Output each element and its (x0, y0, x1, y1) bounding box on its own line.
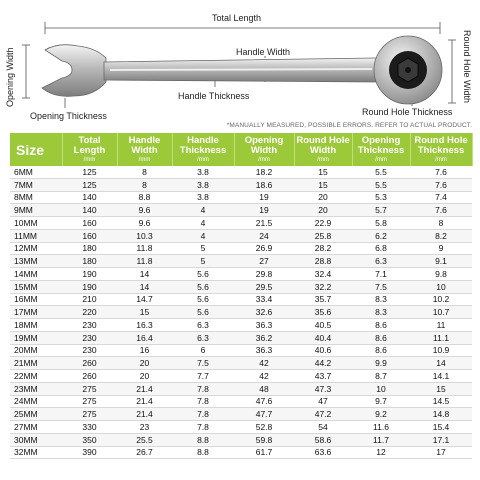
value-cell: 4 (172, 217, 234, 230)
value-cell: 35.6 (294, 306, 352, 319)
table-row (10, 357, 472, 370)
value-cell: 21.4 (117, 395, 172, 408)
value-cell: 42 (234, 370, 294, 383)
table-row (10, 344, 472, 357)
table-row (10, 204, 472, 217)
value-cell: 390 (62, 446, 117, 459)
table-row (10, 268, 472, 281)
spec-table (10, 133, 473, 459)
value-cell: 27 (234, 255, 294, 268)
size-cell: 20MM (10, 344, 62, 357)
value-cell: 19 (234, 191, 294, 204)
header-label: Round Hole Thickness (414, 135, 468, 156)
value-cell: 10.9 (410, 344, 472, 357)
value-cell: 9.8 (410, 268, 472, 281)
value-cell: 10 (352, 382, 410, 395)
size-cell: 18MM (10, 319, 62, 332)
value-cell: 15.4 (410, 421, 472, 434)
round-hole-width-label: Round Hole Width (462, 30, 472, 104)
value-cell: 220 (62, 306, 117, 319)
value-cell: 4 (172, 204, 234, 217)
value-cell: 18.6 (234, 178, 294, 191)
value-cell: 180 (62, 255, 117, 268)
size-cell: 22MM (10, 370, 62, 383)
value-cell: 15 (117, 306, 172, 319)
header-label: Size (16, 142, 45, 158)
value-cell: 5.6 (172, 268, 234, 281)
value-cell: 7.8 (172, 408, 234, 421)
table-row (10, 242, 472, 255)
value-cell: 8.3 (352, 306, 410, 319)
value-cell: 140 (62, 204, 117, 217)
total-length-label: Total Length (212, 13, 262, 23)
value-cell: 44.2 (294, 357, 352, 370)
value-cell: 7.5 (352, 280, 410, 293)
value-cell: 21.4 (117, 408, 172, 421)
size-cell: 6MM (10, 166, 62, 178)
size-cell: 8MM (10, 191, 62, 204)
value-cell: 5 (172, 242, 234, 255)
value-cell: 10 (410, 280, 472, 293)
size-cell: 9MM (10, 204, 62, 217)
value-cell: 12 (352, 446, 410, 459)
value-cell: 28.8 (294, 255, 352, 268)
value-cell: 9.6 (117, 204, 172, 217)
header-unit: /mm (138, 157, 151, 163)
value-cell: 7.1 (352, 268, 410, 281)
header-unit: /mm (317, 157, 329, 163)
value-cell: 7.5 (172, 357, 234, 370)
header-label: Handle Width (128, 135, 161, 156)
value-cell: 7.8 (172, 395, 234, 408)
value-cell: 47.2 (294, 408, 352, 421)
value-cell: 54 (294, 421, 352, 434)
header-label: Round Hole Width (296, 135, 350, 156)
header-unit: /mm (375, 157, 387, 163)
value-cell: 11.8 (117, 242, 172, 255)
value-cell: 4 (172, 229, 234, 242)
value-cell: 40.5 (294, 319, 352, 332)
value-cell: 8.2 (410, 229, 472, 242)
value-cell: 35.7 (294, 293, 352, 306)
header-total-length (62, 133, 117, 166)
header-unit: /mm (435, 157, 447, 163)
opening-width-label: Opening Width (5, 47, 15, 107)
table-row (10, 229, 472, 242)
value-cell: 3.8 (172, 178, 234, 191)
table-row (10, 433, 472, 446)
value-cell: 36.2 (234, 331, 294, 344)
value-cell: 47.7 (234, 408, 294, 421)
value-cell: 5.7 (352, 204, 410, 217)
value-cell: 7.8 (172, 421, 234, 434)
value-cell: 8 (410, 217, 472, 230)
header-unit: /mm (258, 157, 270, 163)
value-cell: 5 (172, 255, 234, 268)
value-cell: 18.2 (234, 166, 294, 178)
value-cell: 8 (117, 178, 172, 191)
table-row (10, 191, 472, 204)
table-row (10, 370, 472, 383)
value-cell: 10.3 (117, 229, 172, 242)
value-cell: 9.1 (410, 255, 472, 268)
value-cell: 5.6 (172, 280, 234, 293)
value-cell: 9.9 (352, 357, 410, 370)
opening-thickness-label: Opening Thickness (30, 111, 107, 121)
header-handle-thickness (172, 133, 234, 166)
table-row (10, 166, 472, 178)
value-cell: 36.3 (234, 344, 294, 357)
header-label: Handle Thickness (179, 135, 227, 156)
table-row (10, 306, 472, 319)
value-cell: 40.4 (294, 331, 352, 344)
value-cell: 16 (117, 344, 172, 357)
table-row (10, 421, 472, 434)
value-cell: 14 (410, 357, 472, 370)
table-row (10, 446, 472, 459)
size-cell: 32MM (10, 446, 62, 459)
value-cell: 14 (117, 280, 172, 293)
value-cell: 6.3 (172, 331, 234, 344)
value-cell: 7.6 (410, 166, 472, 178)
value-cell: 32.6 (234, 306, 294, 319)
value-cell: 21.4 (117, 382, 172, 395)
table-row (10, 217, 472, 230)
spec-table-header (10, 133, 472, 166)
value-cell: 17 (410, 446, 472, 459)
header-handle-width (117, 133, 172, 166)
wrench-diagram (0, 0, 480, 132)
value-cell: 43.7 (294, 370, 352, 383)
value-cell: 230 (62, 344, 117, 357)
size-cell: 13MM (10, 255, 62, 268)
value-cell: 32.2 (294, 280, 352, 293)
value-cell: 42 (234, 357, 294, 370)
table-row (10, 382, 472, 395)
value-cell: 5.8 (352, 217, 410, 230)
value-cell: 125 (62, 178, 117, 191)
value-cell: 275 (62, 382, 117, 395)
table-row (10, 255, 472, 268)
table-row (10, 280, 472, 293)
value-cell: 14.5 (410, 395, 472, 408)
value-cell: 8 (117, 166, 172, 178)
value-cell: 26.7 (117, 446, 172, 459)
size-cell: 11MM (10, 229, 62, 242)
value-cell: 19 (234, 204, 294, 217)
value-cell: 26.9 (234, 242, 294, 255)
value-cell: 59.8 (234, 433, 294, 446)
value-cell: 9.7 (352, 395, 410, 408)
value-cell: 20 (117, 357, 172, 370)
handle-thickness-label: Handle Thickness (178, 91, 250, 101)
handle-width-label: Handle Width (236, 47, 291, 57)
value-cell: 9.6 (117, 217, 172, 230)
header-label: Total Length (73, 135, 106, 156)
value-cell: 20 (294, 191, 352, 204)
size-cell: 21MM (10, 357, 62, 370)
value-cell: 6 (172, 344, 234, 357)
header-unit: /mm (83, 157, 96, 163)
header-round-hole-thickness (410, 133, 472, 166)
value-cell: 23 (117, 421, 172, 434)
size-cell: 30MM (10, 433, 62, 446)
value-cell: 47 (294, 395, 352, 408)
table-row (10, 293, 472, 306)
value-cell: 14 (117, 268, 172, 281)
value-cell: 11.7 (352, 433, 410, 446)
size-cell: 15MM (10, 280, 62, 293)
value-cell: 6.2 (352, 229, 410, 242)
value-cell: 275 (62, 408, 117, 421)
value-cell: 10.7 (410, 306, 472, 319)
value-cell: 8.6 (352, 344, 410, 357)
value-cell: 5.5 (352, 178, 410, 191)
value-cell: 15 (410, 382, 472, 395)
header-size (10, 133, 62, 166)
size-cell: 25MM (10, 408, 62, 421)
value-cell: 160 (62, 217, 117, 230)
value-cell: 58.6 (294, 433, 352, 446)
value-cell: 7.4 (410, 191, 472, 204)
table-row (10, 331, 472, 344)
size-cell: 10MM (10, 217, 62, 230)
value-cell: 5.5 (352, 166, 410, 178)
value-cell: 9 (410, 242, 472, 255)
value-cell: 10.2 (410, 293, 472, 306)
value-cell: 20 (294, 204, 352, 217)
header-unit: /mm (197, 157, 209, 163)
value-cell: 61.7 (234, 446, 294, 459)
size-cell: 12MM (10, 242, 62, 255)
value-cell: 47.6 (234, 395, 294, 408)
value-cell: 3.8 (172, 191, 234, 204)
value-cell: 330 (62, 421, 117, 434)
value-cell: 6.3 (352, 255, 410, 268)
value-cell: 8.8 (172, 446, 234, 459)
value-cell: 24 (234, 229, 294, 242)
measurement-note: *MANUALLY MEASURED, POSSIBLE ERRORS. REFER TO ACTUAL PRODUCT. (226, 122, 472, 129)
size-cell: 17MM (10, 306, 62, 319)
value-cell: 15 (294, 166, 352, 178)
value-cell: 8.3 (352, 293, 410, 306)
value-cell: 3.8 (172, 166, 234, 178)
value-cell: 11.1 (410, 331, 472, 344)
size-cell: 7MM (10, 178, 62, 191)
value-cell: 140 (62, 191, 117, 204)
round-hole-thickness-label: Round Hole Thickness (362, 107, 453, 117)
header-opening-thickness (352, 133, 410, 166)
table-row (10, 178, 472, 191)
size-cell: 14MM (10, 268, 62, 281)
size-cell: 19MM (10, 331, 62, 344)
value-cell: 16.3 (117, 319, 172, 332)
value-cell: 15 (294, 178, 352, 191)
header-round-hole-width (294, 133, 352, 166)
value-cell: 40.6 (294, 344, 352, 357)
value-cell: 14.7 (117, 293, 172, 306)
value-cell: 260 (62, 357, 117, 370)
value-cell: 8.8 (172, 433, 234, 446)
value-cell: 190 (62, 280, 117, 293)
value-cell: 11.6 (352, 421, 410, 434)
value-cell: 48 (234, 382, 294, 395)
value-cell: 36.3 (234, 319, 294, 332)
value-cell: 9.2 (352, 408, 410, 421)
value-cell: 8.6 (352, 331, 410, 344)
value-cell: 25.5 (117, 433, 172, 446)
value-cell: 6.3 (172, 319, 234, 332)
value-cell: 210 (62, 293, 117, 306)
value-cell: 28.2 (294, 242, 352, 255)
value-cell: 180 (62, 242, 117, 255)
value-cell: 275 (62, 395, 117, 408)
value-cell: 8.7 (352, 370, 410, 383)
value-cell: 350 (62, 433, 117, 446)
table-row (10, 395, 472, 408)
value-cell: 22.9 (294, 217, 352, 230)
header-label: Opening Thickness (357, 135, 405, 156)
value-cell: 29.8 (234, 268, 294, 281)
value-cell: 7.6 (410, 178, 472, 191)
value-cell: 33.4 (234, 293, 294, 306)
value-cell: 63.6 (294, 446, 352, 459)
value-cell: 7.8 (172, 382, 234, 395)
value-cell: 16.4 (117, 331, 172, 344)
size-cell: 16MM (10, 293, 62, 306)
table-row (10, 408, 472, 421)
value-cell: 8.6 (352, 319, 410, 332)
value-cell: 52.8 (234, 421, 294, 434)
value-cell: 6.8 (352, 242, 410, 255)
value-cell: 29.5 (234, 280, 294, 293)
table-row (10, 319, 472, 332)
value-cell: 20 (117, 370, 172, 383)
value-cell: 160 (62, 229, 117, 242)
value-cell: 260 (62, 370, 117, 383)
value-cell: 5.3 (352, 191, 410, 204)
value-cell: 5.6 (172, 293, 234, 306)
value-cell: 25.8 (294, 229, 352, 242)
value-cell: 11 (410, 319, 472, 332)
value-cell: 190 (62, 268, 117, 281)
size-cell: 27MM (10, 421, 62, 434)
value-cell: 7.7 (172, 370, 234, 383)
value-cell: 5.6 (172, 306, 234, 319)
value-cell: 125 (62, 166, 117, 178)
value-cell: 21.5 (234, 217, 294, 230)
header-label: Opening Width (244, 135, 284, 156)
value-cell: 32.4 (294, 268, 352, 281)
value-cell: 8.8 (117, 191, 172, 204)
value-cell: 14.8 (410, 408, 472, 421)
spec-table-body (10, 166, 472, 459)
value-cell: 14.1 (410, 370, 472, 383)
value-cell: 230 (62, 331, 117, 344)
value-cell: 17.1 (410, 433, 472, 446)
header-opening-width (234, 133, 294, 166)
value-cell: 230 (62, 319, 117, 332)
value-cell: 7.6 (410, 204, 472, 217)
value-cell: 11.8 (117, 255, 172, 268)
value-cell: 47.3 (294, 382, 352, 395)
size-cell: 24MM (10, 395, 62, 408)
size-cell: 23MM (10, 382, 62, 395)
